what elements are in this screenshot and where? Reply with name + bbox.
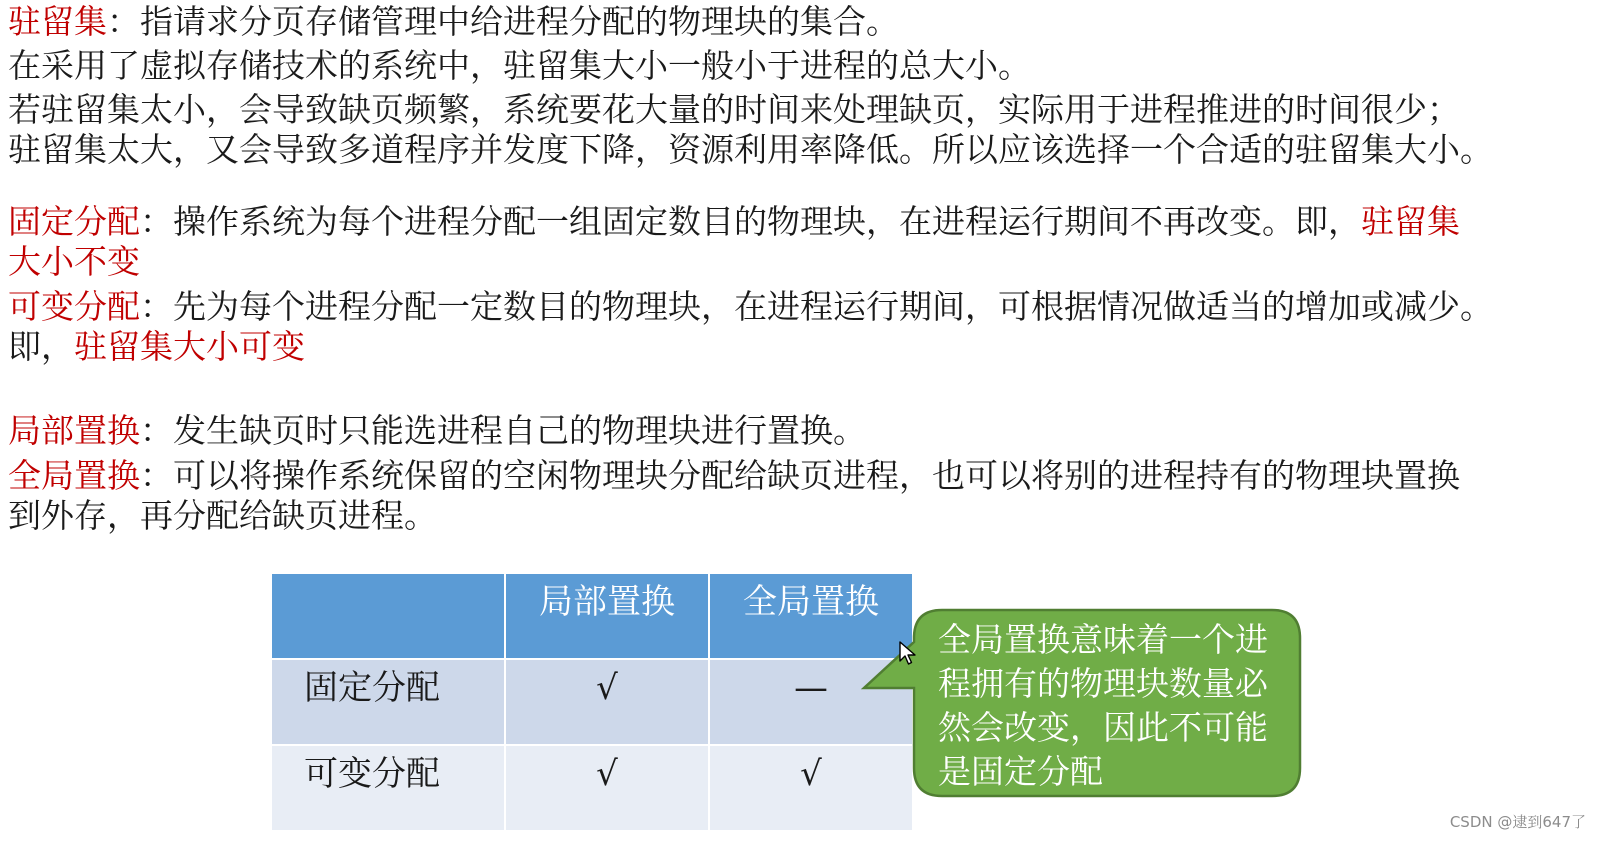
cell-fixed-global: — bbox=[709, 659, 913, 745]
row-label-variable: 可变分配 bbox=[271, 745, 505, 831]
table-header-local: 局部置换 bbox=[505, 573, 709, 659]
table-header-corner bbox=[271, 573, 505, 659]
variable-allocation-line2 bbox=[8, 327, 305, 367]
prefix-text: 即， bbox=[8, 327, 74, 366]
watermark: CSDN @逮到647了 bbox=[1449, 813, 1586, 831]
highlight-text: 大小不变 bbox=[8, 242, 140, 281]
row-label-fixed: 固定分配 bbox=[271, 659, 505, 745]
definition-text: ：先为每个进程分配一定数目的物理块，在进程运行期间，可根据情况做适当的增加或减少。 bbox=[140, 287, 1493, 326]
cell-variable-local: √ bbox=[505, 745, 709, 831]
definition-resident-set bbox=[8, 2, 899, 42]
highlight-text: 驻留集 bbox=[1361, 202, 1460, 241]
highlight-text: 驻留集大小可变 bbox=[74, 327, 305, 366]
cell-fixed-local: √ bbox=[505, 659, 709, 745]
definition-variable-allocation bbox=[8, 287, 1493, 327]
definition-text: ：发生缺页时只能选进程自己的物理块进行置换。 bbox=[140, 411, 866, 450]
term-resident-set: 驻留集 bbox=[8, 2, 107, 41]
mouse-cursor-icon bbox=[899, 641, 917, 667]
term-local-replacement: 局部置换 bbox=[8, 411, 140, 450]
definition-local-replacement bbox=[8, 411, 866, 451]
fixed-allocation-line2 bbox=[8, 242, 140, 282]
callout-text: 全局置换意味着一个进程拥有的物理块数量必然会改变，因此不可能是固定分配 bbox=[938, 620, 1268, 791]
cell-variable-global: √ bbox=[709, 745, 913, 831]
term-global-replacement: 全局置换 bbox=[8, 456, 140, 495]
global-replacement-line2: 到外存，再分配给缺页进程。 bbox=[8, 496, 437, 535]
definition-fixed-allocation bbox=[8, 202, 1460, 242]
term-variable-allocation: 可变分配 bbox=[8, 287, 140, 326]
resident-set-size-note: 在采用了虚拟存储技术的系统中，驻留集大小一般小于进程的总大小。 bbox=[8, 46, 1031, 85]
definition-text: ：可以将操作系统保留的空闲物理块分配给缺页进程，也可以将别的进程持有的物理块置换 bbox=[140, 456, 1460, 495]
definition-text: ：指请求分页存储管理中给进程分配的物理块的集合。 bbox=[107, 2, 899, 41]
resident-set-too-large: 驻留集太大，又会导致多道程序并发度下降，资源利用率降低。所以应该选择一个合适的驻留集大小。 bbox=[8, 130, 1493, 169]
term-fixed-allocation: 固定分配 bbox=[8, 202, 140, 241]
allocation-replacement-table bbox=[270, 572, 914, 832]
definition-text: ：操作系统为每个进程分配一组固定数目的物理块，在进程运行期间不再改变。即， bbox=[140, 202, 1361, 241]
table-row bbox=[271, 659, 913, 745]
table-row bbox=[271, 745, 913, 831]
table-header-global: 全局置换 bbox=[709, 573, 913, 659]
resident-set-too-small: 若驻留集太小，会导致缺页频繁，系统要花大量的时间来处理缺页，实际用于进程推进的时间很少； bbox=[8, 90, 1460, 129]
definition-global-replacement bbox=[8, 456, 1460, 496]
table-header-row bbox=[271, 573, 913, 659]
